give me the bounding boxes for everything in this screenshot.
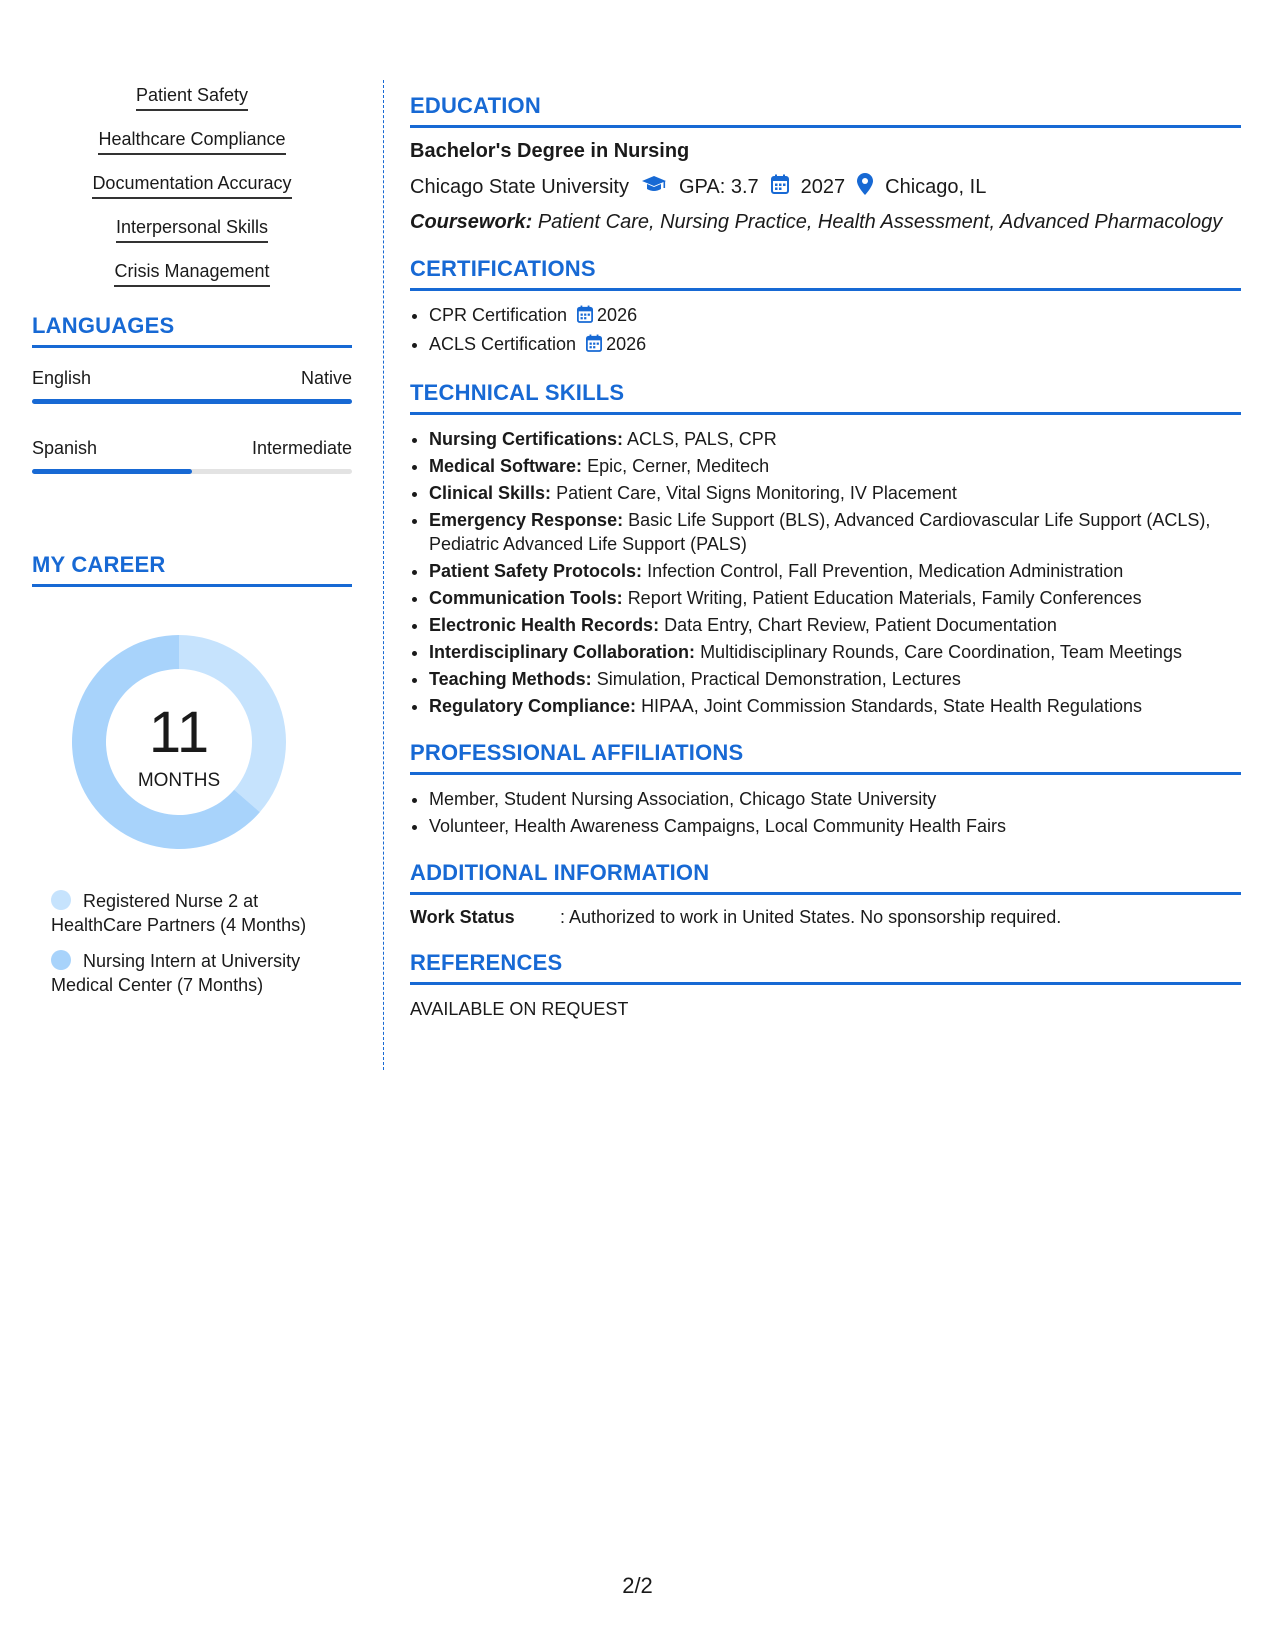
additional-info-heading: ADDITIONAL INFORMATION xyxy=(410,860,1241,895)
skill-category: Emergency Response: xyxy=(429,510,624,530)
legend-label: Nursing Intern at University Medical Center (7 Months) xyxy=(51,951,301,995)
language-level-bar xyxy=(32,469,352,474)
work-status-value: : Authorized to work in United States. No sponsorship required. xyxy=(560,907,1062,927)
skill-tag: Documentation Accuracy xyxy=(92,172,291,199)
degree-title: Bachelor's Degree in Nursing xyxy=(410,140,690,162)
certification-year: 2026 xyxy=(606,334,647,354)
certification-item xyxy=(429,303,1241,329)
certifications-list xyxy=(410,303,1241,358)
education-details xyxy=(410,173,1241,201)
skill-item xyxy=(429,640,1241,664)
work-status-label: Work Status xyxy=(410,907,515,927)
coursework xyxy=(410,211,1241,234)
career-heading: MY CAREER xyxy=(32,552,352,587)
certification-name: ACLS Certification xyxy=(429,334,577,354)
skill-category: Patient Safety Protocols: xyxy=(429,561,643,581)
school-name: Chicago State University xyxy=(410,175,629,198)
language-level: Intermediate xyxy=(251,438,352,458)
legend-item xyxy=(51,949,352,997)
language-name: English xyxy=(32,368,92,388)
technical-skills-list xyxy=(410,427,1241,718)
skill-category: Medical Software: xyxy=(429,456,583,476)
skill-values: Basic Life Support (BLS), Advanced Cardiovascular Life Support (ACLS), Pediatric Advanced Life Support (PALS) xyxy=(429,510,1211,554)
gpa: GPA: 3.7 xyxy=(678,175,759,198)
skill-category: Teaching Methods: xyxy=(429,669,592,689)
language-level-fill xyxy=(32,469,192,474)
skill-values: Multidisciplinary Rounds, Care Coordination, Team Meetings xyxy=(700,642,1182,662)
left-column xyxy=(32,84,352,1009)
legend-swatch xyxy=(51,890,71,910)
career-donut-chart xyxy=(64,627,294,857)
skill-item xyxy=(429,454,1241,478)
skill-tags xyxy=(32,84,352,287)
skill-item xyxy=(429,694,1241,718)
skill-category: Communication Tools: xyxy=(429,588,623,608)
calendar-icon xyxy=(586,334,602,358)
career-legend xyxy=(32,889,352,997)
skill-item xyxy=(429,586,1241,610)
career-section xyxy=(32,552,352,997)
skill-tag: Patient Safety xyxy=(136,84,248,111)
legend-label: Registered Nurse 2 at HealthCare Partners (4 Months) xyxy=(51,891,307,935)
page-number: 2/2 xyxy=(622,1573,653,1598)
coursework-list: Patient Care, Nursing Practice, Health Assessment, Advanced Pharmacology xyxy=(537,211,1223,233)
skill-item xyxy=(429,667,1241,691)
skill-tag: Crisis Management xyxy=(114,260,269,287)
skill-values: Report Writing, Patient Education Materials, Family Conferences xyxy=(627,588,1142,608)
affiliations-heading: PROFESSIONAL AFFILIATIONS xyxy=(410,740,1241,775)
skill-values: Epic, Cerner, Meditech xyxy=(587,456,770,476)
school-location: Chicago, IL xyxy=(885,175,987,198)
skill-tag: Healthcare Compliance xyxy=(98,128,285,155)
skill-item xyxy=(429,508,1241,556)
right-column xyxy=(410,93,1241,1020)
location-pin-icon xyxy=(857,173,873,201)
language-item xyxy=(32,368,352,404)
skill-item xyxy=(429,613,1241,637)
graduation-year: 2027 xyxy=(800,175,846,198)
skill-category: Interdisciplinary Collaboration: xyxy=(429,642,696,662)
skill-category: Nursing Certifications: xyxy=(429,429,624,449)
skill-values: HIPAA, Joint Commission Standards, State Health Regulations xyxy=(641,696,1142,716)
calendar-icon xyxy=(577,305,593,329)
legend-item xyxy=(51,889,352,937)
skill-category: Electronic Health Records: xyxy=(429,615,660,635)
coursework-label: Coursework: xyxy=(410,211,533,233)
certification-name: CPR Certification xyxy=(429,305,568,325)
work-status-row xyxy=(410,907,1241,928)
column-divider xyxy=(383,80,384,1070)
skill-category: Regulatory Compliance: xyxy=(429,696,637,716)
certification-year: 2026 xyxy=(597,305,638,325)
graduation-cap-icon xyxy=(641,175,667,199)
affiliation-item: • Member, Student Nursing Association, Chicago State University xyxy=(429,787,1241,811)
language-level-bar xyxy=(32,399,352,404)
skill-values: Infection Control, Fall Prevention, Medication Administration xyxy=(647,561,1124,581)
certifications-heading: CERTIFICATIONS xyxy=(410,256,1241,291)
language-name: Spanish xyxy=(32,438,98,458)
skill-category: Clinical Skills: xyxy=(429,483,552,503)
references-text: AVAILABLE ON REQUEST xyxy=(410,999,629,1019)
language-item xyxy=(32,438,352,474)
certification-item xyxy=(429,332,1241,358)
career-total-months: 11 xyxy=(148,700,210,765)
technical-skills-heading: TECHNICAL SKILLS xyxy=(410,380,1241,415)
references-heading: REFERENCES xyxy=(410,950,1241,985)
affiliation-item: • Volunteer, Health Awareness Campaigns, Local Community Health Fairs xyxy=(429,814,1241,838)
skill-item xyxy=(429,481,1241,505)
skill-values: Data Entry, Chart Review, Patient Documentation xyxy=(664,615,1057,635)
skill-item xyxy=(429,559,1241,583)
skill-tag: Interpersonal Skills xyxy=(116,216,268,243)
skill-values: Patient Care, Vital Signs Monitoring, IV Placement xyxy=(556,483,957,503)
legend-swatch xyxy=(51,950,71,970)
skill-item xyxy=(429,427,1241,451)
skill-values: ACLS, PALS, CPR xyxy=(627,429,777,449)
education-heading: EDUCATION xyxy=(410,93,1241,128)
affiliations-list xyxy=(410,787,1241,838)
career-total-unit: MONTHS xyxy=(137,770,221,791)
calendar-icon xyxy=(771,174,789,200)
language-level-fill xyxy=(32,399,352,404)
languages-heading: LANGUAGES xyxy=(32,313,352,348)
skill-values: Simulation, Practical Demonstration, Lectures xyxy=(596,669,961,689)
language-level: Native xyxy=(300,368,352,388)
